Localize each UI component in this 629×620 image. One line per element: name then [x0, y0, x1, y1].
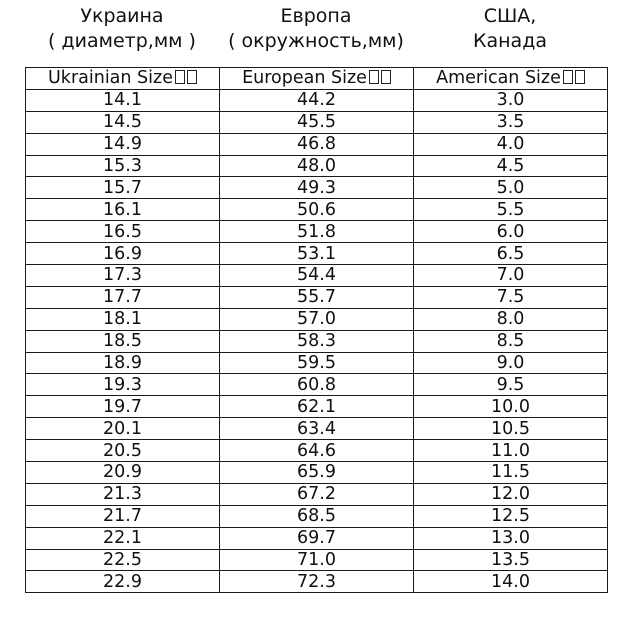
cell-european-size: 69.7 — [220, 527, 414, 549]
column-captions — [25, 4, 607, 66]
table-row — [26, 199, 608, 221]
cell-european-size: 54.4 — [220, 265, 414, 287]
cell-european-size: 67.2 — [220, 483, 414, 505]
table-row — [26, 462, 608, 484]
cell-european-size: 57.0 — [220, 308, 414, 330]
cell-ukrainian-size: 20.5 — [26, 440, 220, 462]
cell-ukrainian-size: 16.5 — [26, 221, 220, 243]
cell-ukrainian-size: 15.7 — [26, 177, 220, 199]
table-row — [26, 440, 608, 462]
cell-american-size: 4.5 — [414, 155, 608, 177]
table-row — [26, 308, 608, 330]
table-row — [26, 265, 608, 287]
cell-ukrainian-size: 14.5 — [26, 111, 220, 133]
header-ukrainian-size: Ukrainian Size — [26, 68, 220, 90]
cell-american-size: 12.5 — [414, 505, 608, 527]
cell-american-size: 9.5 — [414, 374, 608, 396]
caption-ukraine-subtitle: ( диаметр,мм ) — [48, 30, 196, 52]
cell-american-size: 7.5 — [414, 286, 608, 308]
cell-american-size: 11.0 — [414, 440, 608, 462]
caption-ukraine — [25, 4, 219, 66]
cell-american-size: 7.0 — [414, 265, 608, 287]
cell-ukrainian-size: 21.7 — [26, 505, 220, 527]
cell-european-size: 72.3 — [220, 571, 414, 593]
table-row — [26, 505, 608, 527]
cell-american-size: 3.5 — [414, 111, 608, 133]
ring-size-table — [25, 67, 608, 593]
cell-ukrainian-size: 20.9 — [26, 462, 220, 484]
missing-glyph-icon — [175, 70, 185, 84]
cell-american-size: 3.0 — [414, 89, 608, 111]
cell-ukrainian-size: 19.3 — [26, 374, 220, 396]
table-row — [26, 571, 608, 593]
cell-european-size: 58.3 — [220, 330, 414, 352]
table-row — [26, 89, 608, 111]
cell-ukrainian-size: 21.3 — [26, 483, 220, 505]
table-row — [26, 483, 608, 505]
cell-ukrainian-size: 16.1 — [26, 199, 220, 221]
cell-ukrainian-size: 18.5 — [26, 330, 220, 352]
cell-european-size: 71.0 — [220, 549, 414, 571]
cell-american-size: 10.0 — [414, 396, 608, 418]
cell-ukrainian-size: 22.9 — [26, 571, 220, 593]
cell-european-size: 60.8 — [220, 374, 414, 396]
cell-ukrainian-size: 15.3 — [26, 155, 220, 177]
table-row — [26, 330, 608, 352]
table-body — [26, 89, 608, 592]
table-row — [26, 133, 608, 155]
cell-ukrainian-size: 14.9 — [26, 133, 220, 155]
cell-american-size: 6.0 — [414, 221, 608, 243]
cell-ukrainian-size: 19.7 — [26, 396, 220, 418]
cell-european-size: 49.3 — [220, 177, 414, 199]
cell-ukrainian-size: 14.1 — [26, 89, 220, 111]
cell-european-size: 59.5 — [220, 352, 414, 374]
missing-glyph-icon — [369, 70, 379, 84]
cell-european-size: 68.5 — [220, 505, 414, 527]
caption-canada-subtitle: Канада — [473, 30, 547, 52]
cell-european-size: 63.4 — [220, 418, 414, 440]
cell-ukrainian-size: 18.1 — [26, 308, 220, 330]
cell-american-size: 4.0 — [414, 133, 608, 155]
cell-european-size: 45.5 — [220, 111, 414, 133]
cell-american-size: 12.0 — [414, 483, 608, 505]
table-row — [26, 527, 608, 549]
missing-glyph-icon — [381, 70, 391, 84]
cell-american-size: 10.5 — [414, 418, 608, 440]
cell-american-size: 11.5 — [414, 462, 608, 484]
cell-ukrainian-size: 22.1 — [26, 527, 220, 549]
caption-ukraine-title: Украина — [80, 5, 164, 27]
table-row — [26, 549, 608, 571]
cell-ukrainian-size: 16.9 — [26, 243, 220, 265]
cell-american-size: 6.5 — [414, 243, 608, 265]
cell-american-size: 8.5 — [414, 330, 608, 352]
header-american-size: American Size — [414, 68, 608, 90]
cell-american-size: 5.0 — [414, 177, 608, 199]
cell-american-size: 13.0 — [414, 527, 608, 549]
cell-european-size: 53.1 — [220, 243, 414, 265]
table-row — [26, 243, 608, 265]
cell-ukrainian-size: 20.1 — [26, 418, 220, 440]
table-header-row — [26, 68, 608, 90]
missing-glyph-icon — [187, 70, 197, 84]
cell-european-size: 64.6 — [220, 440, 414, 462]
caption-usa-title: США, — [483, 5, 537, 27]
missing-glyph-icon — [563, 70, 573, 84]
caption-europe-title: Европа — [280, 5, 352, 27]
cell-european-size: 48.0 — [220, 155, 414, 177]
cell-european-size: 55.7 — [220, 286, 414, 308]
table-row — [26, 286, 608, 308]
cell-ukrainian-size: 22.5 — [26, 549, 220, 571]
cell-ukrainian-size: 18.9 — [26, 352, 220, 374]
header-european-size: European Size — [220, 68, 414, 90]
table-row — [26, 352, 608, 374]
table-row — [26, 374, 608, 396]
cell-european-size: 46.8 — [220, 133, 414, 155]
cell-european-size: 51.8 — [220, 221, 414, 243]
table-row — [26, 418, 608, 440]
table-row — [26, 177, 608, 199]
table-row — [26, 396, 608, 418]
cell-european-size: 50.6 — [220, 199, 414, 221]
table-row — [26, 111, 608, 133]
cell-american-size: 14.0 — [414, 571, 608, 593]
cell-ukrainian-size: 17.7 — [26, 286, 220, 308]
cell-american-size: 5.5 — [414, 199, 608, 221]
caption-usa-canada — [413, 4, 607, 66]
caption-europe-subtitle: ( окружность,мм) — [228, 30, 404, 52]
missing-glyph-icon — [575, 70, 585, 84]
cell-european-size: 44.2 — [220, 89, 414, 111]
cell-european-size: 65.9 — [220, 462, 414, 484]
table-row — [26, 155, 608, 177]
cell-american-size: 9.0 — [414, 352, 608, 374]
cell-american-size: 8.0 — [414, 308, 608, 330]
table-row — [26, 221, 608, 243]
cell-european-size: 62.1 — [220, 396, 414, 418]
cell-american-size: 13.5 — [414, 549, 608, 571]
cell-ukrainian-size: 17.3 — [26, 265, 220, 287]
caption-europe — [219, 4, 413, 66]
